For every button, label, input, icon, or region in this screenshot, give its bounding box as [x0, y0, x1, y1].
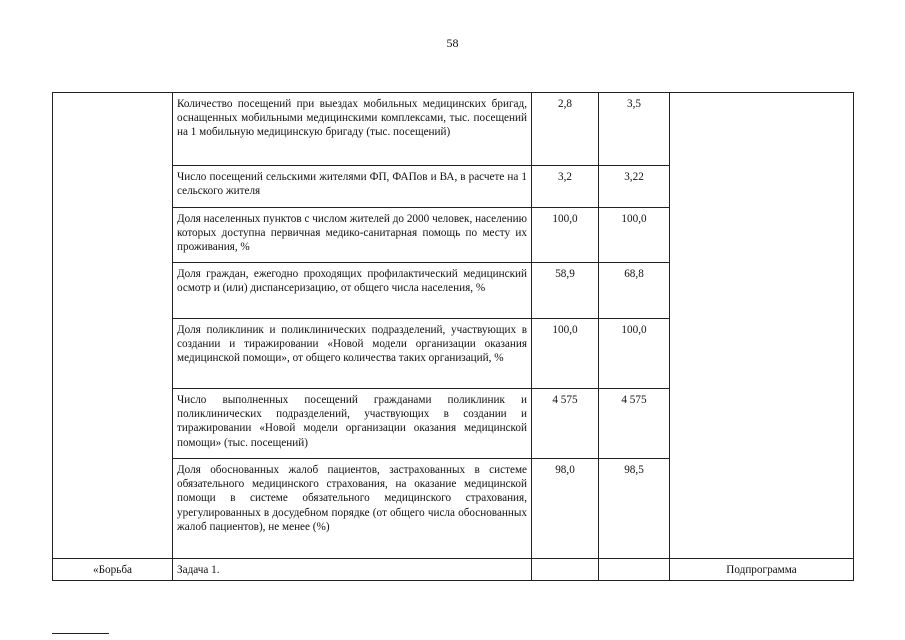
indicator-cell: Доля обоснованных жалоб пациентов, застрахованных в системе обязательного медицинского страхования, на оказание медицинской помощи в системе обязательного медицинского страхования, урегулированных в досудебном порядке (от общего числа обоснованных жалоб пациентов), не менее (%)	[173, 459, 532, 559]
value-cell: 98,5	[599, 459, 670, 559]
indicator-cell: Доля граждан, ежегодно проходящих профилактический медицинский осмотр и (или) диспансеризацию, от общего числа населения, %	[173, 263, 532, 319]
indicator-cell: Доля поликлиник и поликлинических подразделений, участвующих в создании и тиражировании «Новой модели организации оказания медицинской помощи», от общего количества таких организаций, %	[173, 319, 532, 389]
value-cell: 100,0	[532, 208, 599, 263]
value-cell: 100,0	[599, 319, 670, 389]
value-cell	[599, 559, 670, 581]
value-cell: 98,0	[532, 459, 599, 559]
value-cell: 3,2	[532, 166, 599, 208]
subprogram-name-cell: Подпрограмма	[670, 559, 854, 581]
value-cell: 2,8	[532, 93, 599, 166]
task-cell: Задача 1.	[173, 559, 532, 581]
value-cell: 3,5	[599, 93, 670, 166]
table-row	[53, 559, 854, 581]
value-cell: 58,9	[532, 263, 599, 319]
value-cell: 4 575	[599, 389, 670, 459]
value-cell: 68,8	[599, 263, 670, 319]
subprogram-cell	[670, 93, 854, 559]
value-cell: 4 575	[532, 389, 599, 459]
value-cell: 100,0	[599, 208, 670, 263]
footnote-divider	[52, 633, 109, 634]
indicator-cell: Доля населенных пунктов с числом жителей до 2000 человек, населению которых доступна первичная медико-санитарная помощь по месту их проживания, %	[173, 208, 532, 263]
program-cell	[53, 93, 173, 559]
indicator-cell: Число посещений сельскими жителями ФП, ФАПов и ВА, в расчете на 1 сельского жителя	[173, 166, 532, 208]
page-number: 58	[446, 36, 459, 50]
indicator-cell: Количество посещений при выездах мобильных медицинских бригад, оснащенных мобильными медицинскими комплексами, тыс. посещений на 1 мобильную медицинскую бригаду (тыс. посещений)	[173, 93, 532, 166]
table-row	[53, 93, 854, 166]
indicators-table	[52, 92, 854, 581]
indicator-cell: Число выполненных посещений гражданами поликлиник и поликлинических подразделений, участвующих в создании и тиражировании «Новой модели организации оказания медицинской помощи» (тыс. посещений)	[173, 389, 532, 459]
value-cell: 3,22	[599, 166, 670, 208]
value-cell: 100,0	[532, 319, 599, 389]
value-cell	[532, 559, 599, 581]
program-name-cell: «Борьба	[53, 559, 173, 581]
